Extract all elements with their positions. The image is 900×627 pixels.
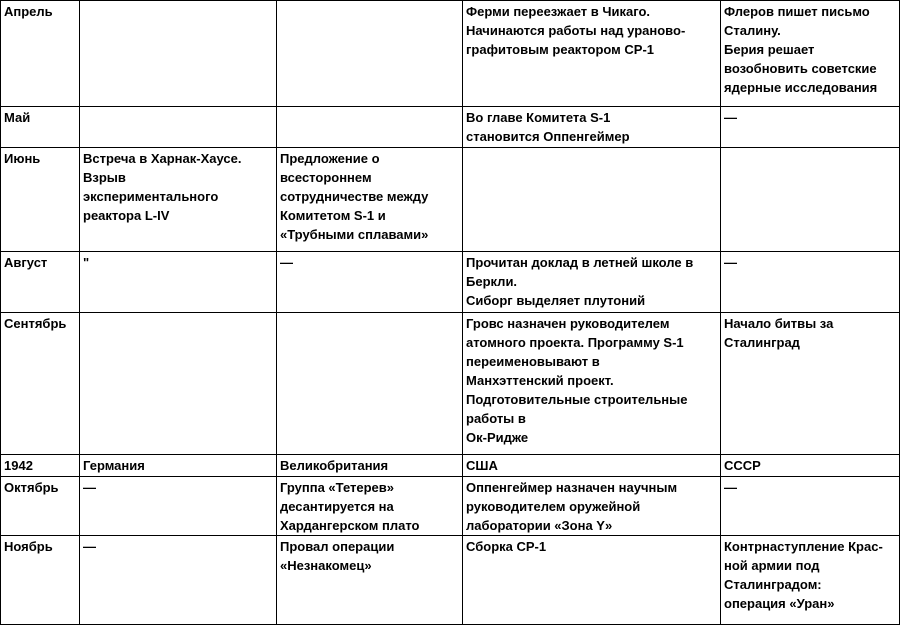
cell-britain (277, 455, 463, 477)
cell-text-line: — (724, 480, 737, 495)
cell-britain (277, 1, 463, 107)
cell-text-line: Во главе Комитета S-1 (466, 110, 611, 125)
cell-month: Апрель (1, 1, 80, 107)
cell-text-line: ядерные исследования (724, 80, 878, 95)
cell-month: Июнь (1, 148, 80, 252)
cell-britain (277, 252, 463, 313)
cell-text-line: Ферми переезжает в Чикаго. (466, 4, 650, 19)
cell-ussr (721, 313, 900, 455)
cell-germany (80, 477, 277, 536)
cell-text-line: лаборатории «Зона Y» (466, 518, 613, 533)
cell-text-line: Сталину. (724, 23, 781, 38)
cell-germany (80, 455, 277, 477)
table-row (1, 455, 900, 477)
cell-text-line: Сборка СР-1 (466, 539, 547, 554)
cell-text-line: Сталинград (724, 335, 800, 350)
cell-text-line: десантируется на (280, 499, 394, 514)
table-row (1, 313, 900, 455)
cell-text-line: Провал операции (280, 539, 395, 554)
cell-text-line: Встреча в Харнак-Хаусе. (83, 151, 242, 166)
cell-text-line: Сиборг выделяет плутоний (466, 293, 646, 308)
cell-usa (463, 148, 721, 252)
cell-text-line: Взрыв (83, 170, 126, 185)
cell-text-line: возобновить советские (724, 61, 877, 76)
cell-text-line: США (466, 458, 498, 473)
cell-text-line: ной армии под (724, 558, 820, 573)
cell-germany (80, 536, 277, 625)
cell-text-line: операция «Уран» (724, 596, 835, 611)
cell-text-line: Прочитан доклад в летней школе в (466, 255, 694, 270)
cell-text-line: Оппенгеймер назначен научным (466, 480, 678, 495)
cell-britain (277, 536, 463, 625)
cell-text-line: Комитетом S-1 и (280, 208, 386, 223)
table-row (1, 148, 900, 252)
cell-month: Август (1, 252, 80, 313)
cell-text-line: всестороннем (280, 170, 372, 185)
cell-text-line: «Незнакомец» (280, 558, 372, 573)
cell-text-line: работы в (466, 411, 526, 426)
table-row (1, 1, 900, 107)
cell-ussr (721, 148, 900, 252)
cell-text-line: — (724, 255, 737, 270)
cell-britain (277, 313, 463, 455)
cell-month: Май (1, 107, 80, 148)
cell-text-line: — (724, 110, 737, 125)
cell-text-line: Берия решает (724, 42, 815, 57)
cell-text-line: Хардангерском плато (280, 518, 420, 533)
cell-text-line: Начало битвы за (724, 316, 834, 331)
cell-month: Сентябрь (1, 313, 80, 455)
cell-text-line: Германия (83, 458, 145, 473)
cell-usa (463, 252, 721, 313)
cell-text-line: Ок-Ридже (466, 430, 529, 445)
cell-text-line: сотрудничестве между (280, 189, 429, 204)
cell-text-line: реактора L-IV (83, 208, 170, 223)
cell-text-line: Подготовительные строительные (466, 392, 688, 407)
cell-text-line: СССР (724, 458, 761, 473)
cell-text-line: переименовывают в (466, 354, 600, 369)
cell-ussr (721, 252, 900, 313)
table-row (1, 536, 900, 625)
table-row (1, 252, 900, 313)
cell-text-line: — (83, 480, 96, 495)
cell-text-line: Группа «Тетерев» (280, 480, 394, 495)
cell-text-line: Сталинградом: (724, 577, 822, 592)
cell-ussr (721, 455, 900, 477)
cell-ussr (721, 1, 900, 107)
cell-text-line: — (83, 539, 96, 554)
cell-text-line: Начинаются работы над ураново- (466, 23, 686, 38)
cell-britain (277, 477, 463, 536)
cell-text-line: — (280, 255, 293, 270)
cell-ussr (721, 536, 900, 625)
cell-text-line: атомного проекта. Программу S-1 (466, 335, 684, 350)
cell-text-line: Предложение о (280, 151, 380, 166)
cell-text-line: Великобритания (280, 458, 389, 473)
cell-germany (80, 148, 277, 252)
cell-usa (463, 107, 721, 148)
cell-text-line: Флеров пишет письмо (724, 4, 870, 19)
cell-ussr (721, 107, 900, 148)
cell-germany (80, 252, 277, 313)
cell-text-line: Манхэттенский проект. (466, 373, 614, 388)
cell-month: Октябрь (1, 477, 80, 536)
cell-britain (277, 148, 463, 252)
cell-text-line: Гровс назначен руководителем (466, 316, 670, 331)
cell-text-line: «Трубными сплавами» (280, 227, 429, 242)
cell-text-line: руководителем оружейной (466, 499, 641, 514)
cell-usa (463, 1, 721, 107)
cell-text-line: становится Оппенгеймер (466, 129, 630, 144)
table-row (1, 107, 900, 148)
cell-text-line: Контрнаступление Крас- (724, 539, 883, 554)
cell-ussr (721, 477, 900, 536)
table-row (1, 477, 900, 536)
cell-usa (463, 455, 721, 477)
cell-text-line: экспериментального (83, 189, 219, 204)
timeline-body (1, 1, 900, 625)
cell-month: Ноябрь (1, 536, 80, 625)
cell-usa (463, 313, 721, 455)
cell-germany (80, 313, 277, 455)
cell-germany (80, 1, 277, 107)
cell-usa (463, 477, 721, 536)
cell-britain (277, 107, 463, 148)
cell-usa (463, 536, 721, 625)
cell-month: 1942 (1, 455, 80, 477)
cell-text-line: графитовым реактором СР-1 (466, 42, 655, 57)
cell-text-line: Беркли. (466, 274, 518, 289)
cell-germany (80, 107, 277, 148)
cell-text-line: " (83, 255, 90, 270)
